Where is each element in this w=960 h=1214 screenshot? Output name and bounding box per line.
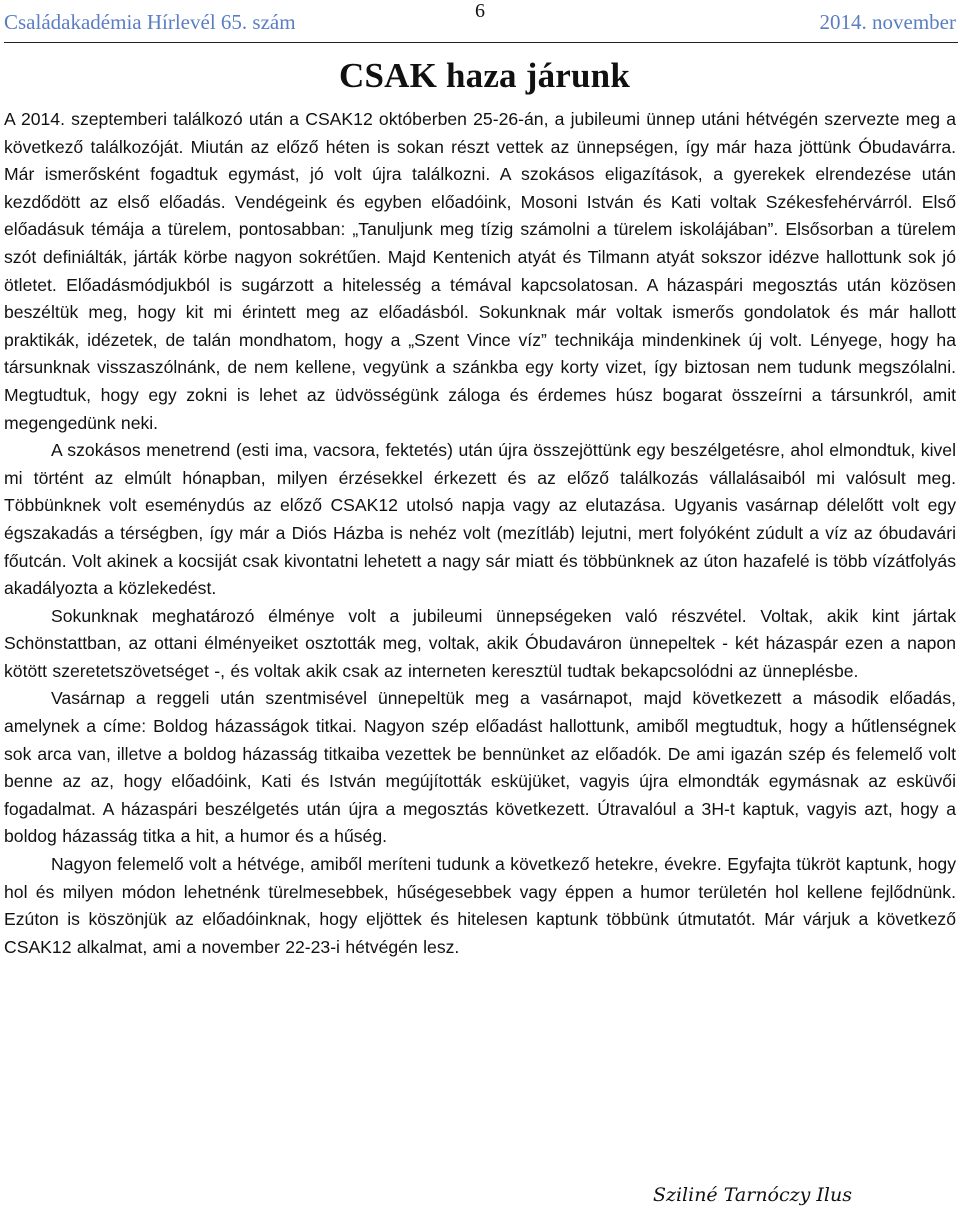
header-divider (4, 42, 958, 43)
paragraph-3: Sokunknak meghatározó élménye volt a jubileumi ünnepségeken való részvétel. Voltak, akik kint jártak Schönstattban, az ottani élményeiket osztották meg, voltak, akik Óbudaváron ünnepeltek - két házaspár ezen a napon kötött szeretetszövetséget -, és voltak akik csak az interneten keresztül tudtak bekapcsolódni az ünneplésbe. (4, 605, 956, 681)
page-header (0, 0, 960, 38)
page-number: 6 (475, 0, 485, 22)
paragraph-2: A szokásos menetrend (esti ima, vacsora, fektetés) után újra összejöttünk egy beszélgetésre, ahol elmondtuk, kivel mi történt az elmúlt hónapban, milyen érzésekkel érkezett és az előző találkozás vállalásaiból mi valósult meg. Többünknek volt eseménydús az előző CSAK12 utolsó napja vagy az elutazása. Ugyanis vasárnap délelőtt volt egy égszakadás a térségben, így már a Diós Házba is nehéz volt (mezítláb) lejutni, mert folyóként zúdult a víz az óbudavári főutcán. Volt akinek a kocsiját csak kivontatni lehetett a nagy sár miatt és többünknek az úton hazafelé is több vízátfolyás akadályozta a közlekedést. (4, 440, 956, 599)
article-body (4, 106, 956, 961)
issue-date: 2014. november (819, 10, 956, 34)
paragraph-4: Vasárnap a reggeli után szentmisével ünnepeltük meg a vasárnapot, majd következett a második előadás, amelynek a címe: Boldog házasságok titkai. Nagyon szép előadást hallottunk, amiből megtudtuk, hogy a hűtlenségnek sok arca van, illetve a boldog házasság titkaiba vezettek be bennünket az előadók. De ami igazán szép és felemelő volt benne az az, hogy előadóink, Kati és István megújították esküjüket, vagyis újra elmondták egymásnak az esküvői fogadalmat. A házaspári beszélgetés után újra a megosztás következett. Útravalóul a 3H-t kaptuk, vagyis azt, hogy a boldog házasság titka a hit, a humor és a hűség. (4, 688, 956, 847)
paragraph-5: Nagyon felemelő volt a hétvége, amiből meríteni tudunk a következő hetekre, évekre. Egyfajta tükröt kaptunk, hogy hol és milyen módon lehetnénk türelmesebbek, hűségesebbek vagy éppen a humor területén hol kellene fejlődnünk. Ezúton is köszönjük az előadóinknak, hogy eljöttek és hitelesen kaptunk többünk útmutatót. Már várjuk a következő CSAK12 alkalmat, ami a november 22-23-i hétvégén lesz. (4, 854, 956, 957)
author-signature: Sziliné Tarnóczy Ilus (652, 1184, 852, 1206)
paragraph-1: A 2014. szeptemberi találkozó után a CSAK12 októberben 25-26-án, a jubileumi ünnep utáni hétvégén szervezte meg a következő találkozóját. Miután az előző héten is sokan részt vettek az ünnepségen, így már haza jöttünk Óbudavárra. Már ismerősként fogadtuk egymást, jó volt újra találkozni. A szokásos eligazítások, a gyerekek elrendezése után kezdődött az első előadás. Vendégeink és egyben előadóink, Mosoni István és Kati voltak Székesfehérvárról. Első előadásuk témája a türelem, pontosabban: „Tanuljunk meg tízig számolni a türelem iskolájában”. Elsősorban a türelem szót definiálták, járták körbe nagyon sokrétűen. Majd Kentenich atyát és Tilmann atyát sokszor idézve hallottunk sok jó ötletet. Előadásmódjukból is sugárzott a hitelesség a témával kapcsolatosan. A házaspári megosztás után közösen beszéltük meg, hogy kit mi érintett meg az előadásból. Sokunknak már voltak ismerős gondolatok és már hallott praktikák, idézetek, de talán mondhatom, hogy a „Szent Vince víz” technikája mindenkinek új volt. Lényege, hogy ha társunknak visszaszólnánk, de nem kellene, vegyünk a szánkba egy korty vizet, így biztosan nem tudunk megszólalni. Megtudtuk, hogy egy zokni is lehet az üdvösségünk záloga és érdemes húsz bogarat összeírni a társunkról, amit megengedünk neki. (4, 109, 956, 433)
article-title: CSAK haza járunk (338, 56, 630, 95)
newsletter-name: Családakadémia Hírlevél 65. szám (4, 10, 296, 34)
